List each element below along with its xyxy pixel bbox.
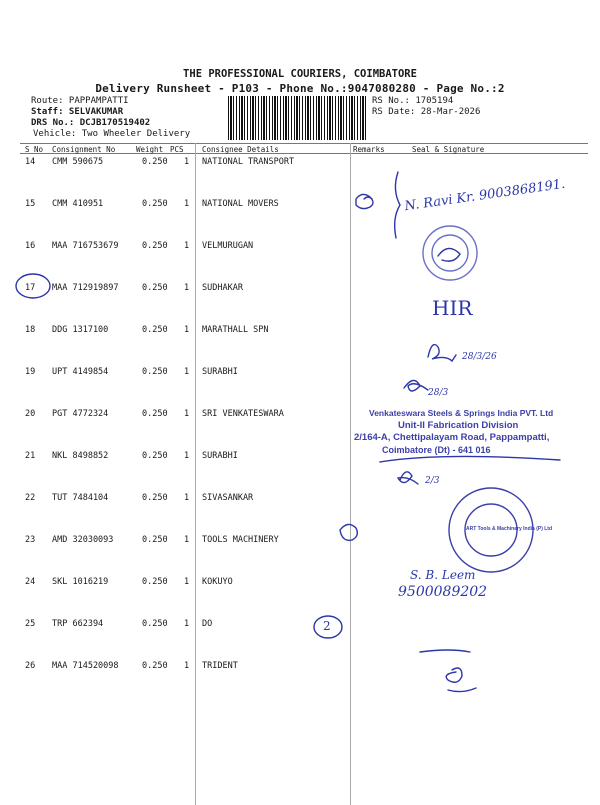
row-weight: 0.250 — [142, 199, 168, 209]
row-pcs: 1 — [184, 577, 190, 587]
col-header-seal: Seal & Signature — [412, 145, 485, 154]
row-consignment: TRP 662394 — [52, 619, 104, 629]
row-sno: 16 — [25, 241, 36, 251]
table-row — [0, 195, 600, 237]
row-weight: 0.250 — [142, 661, 168, 671]
col-header-remarks: Remarks — [353, 145, 385, 154]
row-consignment: PGT 4772324 — [52, 409, 109, 419]
row-consignee: SURABHI — [202, 451, 238, 461]
row-consignee: SRI VENKATESWARA — [202, 409, 284, 419]
row-consignment: AMD 32030093 — [52, 535, 114, 545]
row-consignment: TUT 7484104 — [52, 493, 109, 503]
row-sno: 23 — [25, 535, 36, 545]
col-header-consignee: Consignee Details — [202, 145, 279, 154]
company-stamp-line2: Unit-II Fabrication Division — [398, 420, 519, 431]
row-sno: 20 — [25, 409, 36, 419]
row-pcs: 1 — [184, 241, 190, 251]
runsheet-title: Delivery Runsheet - P103 - Phone No.:9047080280 - Page No.:2 — [95, 82, 505, 95]
row-sno: 26 — [25, 661, 36, 671]
col-header-sno: S No — [25, 145, 44, 154]
row-24-phone: 9500089202 — [398, 584, 488, 600]
company-stamp-line1: Venkateswara Steels & Springs India PVT. Ltd — [369, 408, 554, 418]
table-row — [0, 489, 600, 531]
row-weight: 0.250 — [142, 493, 168, 503]
row-weight: 0.250 — [142, 409, 168, 419]
row-pcs: 1 — [184, 367, 190, 377]
row-consignee: DO — [202, 619, 213, 629]
row-consignee: SUDHAKAR — [202, 283, 243, 293]
table-row — [0, 657, 600, 699]
row-consignee: SURABHI — [202, 367, 238, 377]
row-consignment: SKL 1016219 — [52, 577, 109, 587]
row-weight: 0.250 — [142, 451, 168, 461]
row-weight: 0.250 — [142, 577, 168, 587]
company-title: THE PROFESSIONAL COURIERS, COIMBATORE — [183, 68, 417, 80]
row-17-initials: HIR — [432, 296, 473, 320]
row-19-date: 28/3 — [428, 388, 449, 398]
row-24-signature-name: S. B. Leem — [410, 568, 476, 582]
col-header-consignment: Consignment No — [52, 145, 116, 154]
row-weight: 0.250 — [142, 619, 168, 629]
table-row — [0, 237, 600, 279]
row-sno: 24 — [25, 577, 36, 587]
table-top-rule — [20, 143, 588, 144]
row-consignee: MARATHALL SPN — [202, 325, 269, 335]
row-consignment: MAA 712919897 — [52, 283, 119, 293]
rs-date: RS Date: 28-Mar-2026 — [372, 107, 481, 117]
row-consignee: TOOLS MACHINERY — [202, 535, 279, 545]
row-weight: 0.250 — [142, 241, 168, 251]
col-header-pcs: PCS — [170, 145, 184, 154]
row-consignee: KOKUYO — [202, 577, 233, 587]
row-sno: 15 — [25, 199, 36, 209]
barcode-image — [228, 96, 368, 140]
row-25-remark: 2 — [323, 619, 331, 633]
table-row — [0, 531, 600, 573]
row-22-date: 2/3 — [425, 476, 440, 486]
staff-label: Staff: SELVAKUMAR — [31, 107, 124, 117]
row-pcs: 1 — [184, 535, 190, 545]
table-row — [0, 573, 600, 615]
row-pcs: 1 — [184, 619, 190, 629]
row-pcs: 1 — [184, 157, 190, 167]
vehicle-label: Vehicle: Two Wheeler Delivery — [33, 129, 191, 139]
drs-number: DRS No.: DCJB170519402 — [31, 118, 151, 128]
row-sno: 21 — [25, 451, 36, 461]
row-15-signature: N. Ravi Kr. 9003868191. — [403, 176, 567, 215]
row-weight: 0.250 — [142, 283, 168, 293]
row-pcs: 1 — [184, 325, 190, 335]
row-weight: 0.250 — [142, 157, 168, 167]
row-pcs: 1 — [184, 409, 190, 419]
row-pcs: 1 — [184, 451, 190, 461]
row-sno: 19 — [25, 367, 36, 377]
company-stamp-line4: Coimbatore (Dt) - 641 016 — [382, 445, 491, 455]
col-header-weight: Weight — [136, 145, 164, 154]
row-consignment: MAA 716753679 — [52, 241, 119, 251]
row-sno: 22 — [25, 493, 36, 503]
row-weight: 0.250 — [142, 367, 168, 377]
row-pcs: 1 — [184, 199, 190, 209]
row-consignment: CMM 590675 — [52, 157, 104, 167]
rs-number: RS No.: 1705194 — [372, 96, 454, 106]
row-consignment: DDG 1317100 — [52, 325, 109, 335]
table-row — [0, 279, 600, 321]
row-18-date: 28/3/26 — [462, 352, 497, 362]
row-pcs: 1 — [184, 283, 190, 293]
row-consignment: UPT 4149854 — [52, 367, 109, 377]
table-row — [0, 447, 600, 489]
table-row — [0, 615, 600, 657]
seal-text: ART Tools & Machinery India (P) Ltd — [466, 526, 553, 532]
row-sno: 14 — [25, 157, 36, 167]
row-pcs: 1 — [184, 661, 190, 671]
row-consignment: MAA 714520098 — [52, 661, 119, 671]
company-stamp-line3: 2/164-A, Chettipalayam Road, Pappampatti, — [354, 432, 550, 443]
row-pcs: 1 — [184, 493, 190, 503]
row-consignment: NKL 8498852 — [52, 451, 109, 461]
row-sno: 18 — [25, 325, 36, 335]
route-label: Route: PAPPAMPATTI — [31, 96, 129, 106]
row-consignee: TRIDENT — [202, 661, 238, 671]
table-row — [0, 363, 600, 405]
row-weight: 0.250 — [142, 535, 168, 545]
table-row — [0, 321, 600, 363]
row-consignee: NATIONAL MOVERS — [202, 199, 279, 209]
row-consignee: VELMURUGAN — [202, 241, 254, 251]
row-sno: 25 — [25, 619, 36, 629]
row-consignee: SIVASANKAR — [202, 493, 254, 503]
row-consignee: NATIONAL TRANSPORT — [202, 157, 295, 167]
row-consignment: CMM 410951 — [52, 199, 104, 209]
row-weight: 0.250 — [142, 325, 168, 335]
row-sno: 17 — [25, 283, 36, 293]
